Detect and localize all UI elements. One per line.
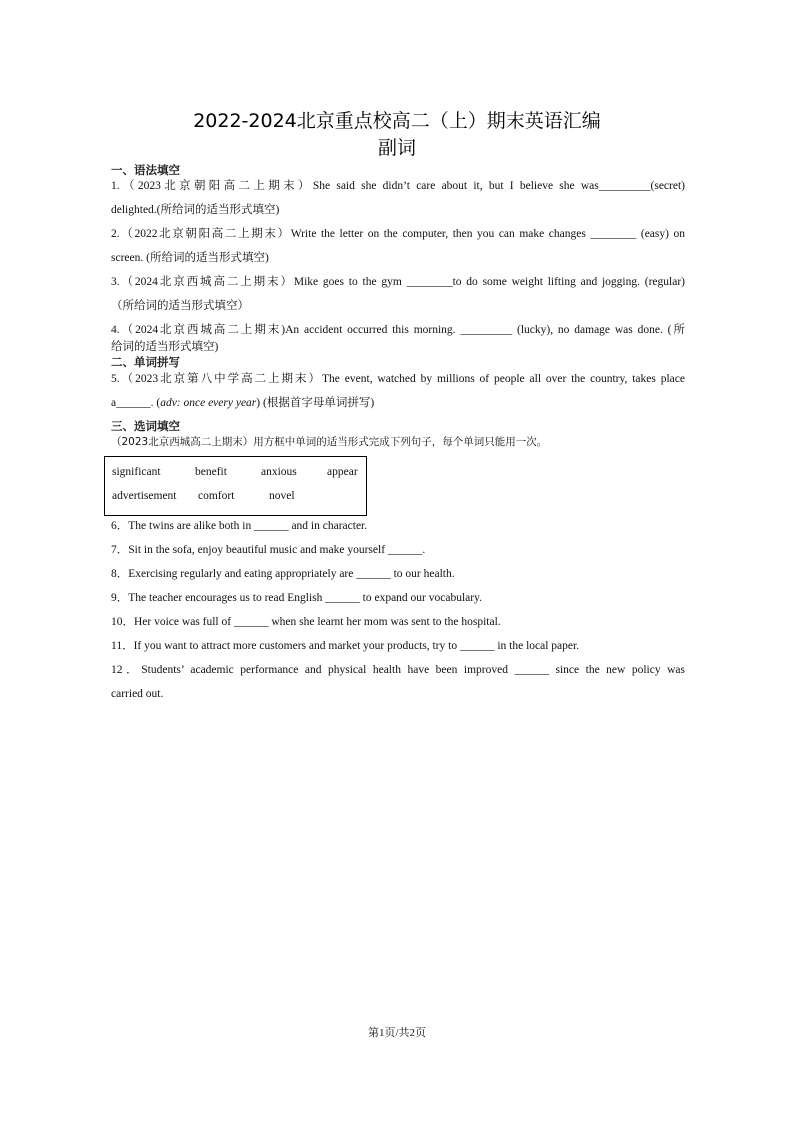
section-heading-word-fill: 三、选词填空 (111, 419, 180, 433)
question-6: 6．The twins are alike both in ______ and in character. (111, 520, 368, 532)
question-5-line-2 (111, 396, 685, 410)
question-12-line-2: carried out. (111, 688, 164, 700)
question-8: 8．Exercising regularly and eating appropriately are ______ to our health. (111, 568, 455, 580)
question-1-line-1: 1.（2023北京朝阳高二上期末）She said she didn’t care about it, but I believe she was_________(secret) (111, 180, 685, 192)
question-12-line-1: 12．Students’ academic performance and physical health have been improved ______ since the new policy was (111, 664, 685, 676)
section-heading-grammar: 一、语法填空 (111, 163, 180, 177)
word-option: significant (112, 466, 161, 478)
section-heading-spelling: 二、单词拼写 (111, 355, 180, 369)
question-11: 11．If you want to attract more customers and market your products, try to ______ in the local paper. (111, 640, 580, 652)
word-fill-instruction: （2023北京西城高二上期末）用方框中单词的适当形式完成下列句子，每个单词只能用一次。 (111, 436, 548, 448)
question-10: 10．Her voice was full of ______ when she learnt her mom was sent to the hospital. (111, 616, 501, 628)
question-5-hint: adv: once every year (160, 397, 257, 409)
word-option: anxious (261, 466, 297, 478)
word-box (104, 456, 367, 516)
question-5-line-1: 5.（2023北京第八中学高二上期末）The event, watched by millions of people all over the country, takes place (111, 373, 685, 385)
question-2-line-1: 2.（2022北京朝阳高二上期末）Write the letter on the computer, then you can make changes ________ (easy) on (111, 228, 685, 240)
question-4-line-1: 4.（2024北京西城高二上期末)An accident occurred this morning. _________ (lucky), no damage was done. (所 (111, 324, 685, 336)
word-option: benefit (195, 466, 227, 478)
question-9: 9．The teacher encourages us to read English ______ to expand our vocabulary. (111, 592, 482, 604)
word-option: appear (327, 466, 358, 478)
word-option: novel (269, 490, 295, 502)
question-3-line-1: 3.（2024北京西城高二上期末）Mike goes to the gym ________to do some weight lifting and jogging. (regular) (111, 276, 685, 288)
word-option: advertisement (112, 490, 177, 502)
question-2-line-2: screen. (所给词的适当形式填空) (111, 252, 269, 264)
question-1-line-2: delighted.(所给词的适当形式填空) (111, 204, 280, 216)
document-subtitle: 副词 (377, 137, 416, 159)
page-number-footer: 第1页/共2页 (367, 1027, 427, 1039)
question-7: 7．Sit in the sofa, enjoy beautiful music and make yourself ______. (111, 544, 426, 556)
question-4-line-2: 给词的适当形式填空) (111, 341, 219, 353)
question-5-suffix: ) (根据首字母单词拼写) (256, 397, 375, 409)
word-option: comfort (198, 490, 235, 502)
document-title: 2022-2024北京重点校高二（上）期末英语汇编 (193, 110, 601, 132)
question-3-line-2: （所给词的适当形式填空） (111, 300, 249, 312)
question-5-prefix: a______. ( (111, 397, 161, 409)
